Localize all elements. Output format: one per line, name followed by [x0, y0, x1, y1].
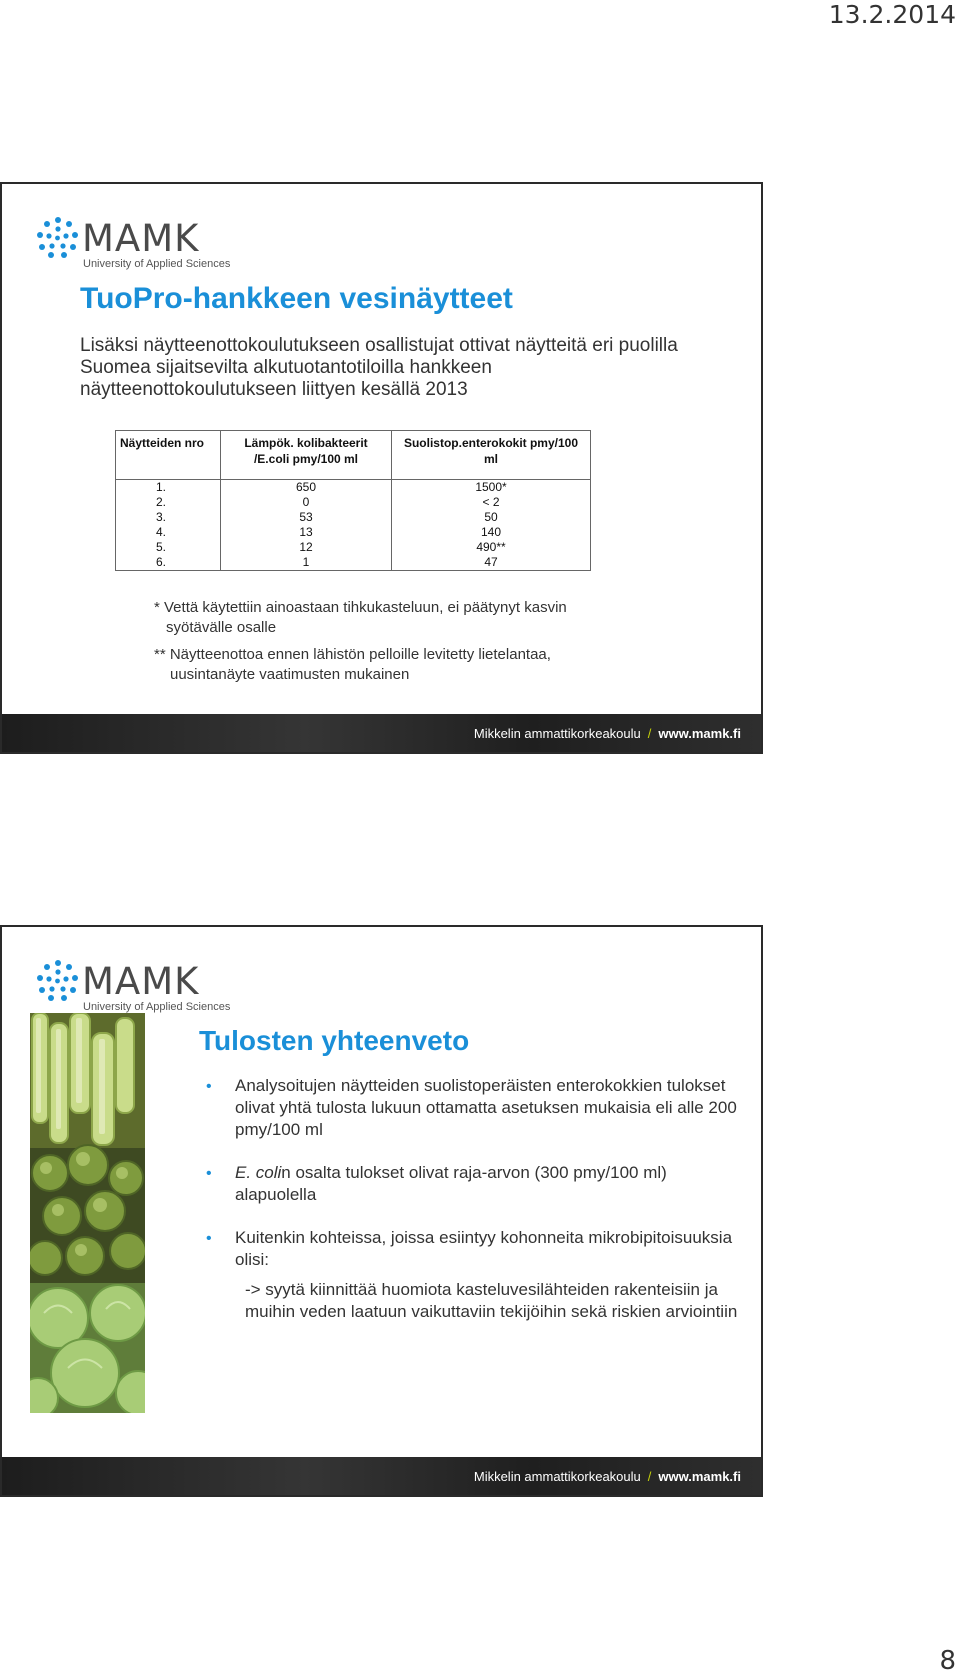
- dots-logo-icon: [36, 959, 80, 1003]
- cell-enterococci: 50: [392, 510, 591, 525]
- logo-subtitle: University of Applied Sciences: [83, 258, 231, 270]
- vegetable-photo-strip: [30, 1013, 145, 1413]
- cell-sample: 3.: [116, 510, 221, 525]
- logo-subtitle: University of Applied Sciences: [83, 1001, 231, 1013]
- cell-enterococci: 490**: [392, 540, 591, 555]
- slide-title: Tulosten yhteenveto: [199, 1025, 470, 1056]
- cell-sample: 6.: [116, 555, 221, 571]
- cell-sample: 5.: [116, 540, 221, 555]
- cell-ecoli: 0: [221, 495, 392, 510]
- footer-url-link[interactable]: www.mamk.fi: [658, 726, 741, 741]
- intro-text: Lisäksi näytteenottokoulutukseen osallistujat ottivat näytteitä eri puolilla Suomea sijaitsevilta alkutuotantotiloilla hankkeen näytteenottokoulutukseen liittyen kesällä 2013: [80, 335, 678, 400]
- footer-separator: /: [647, 1469, 652, 1484]
- slide-title: TuoPro-hankkeen vesinäytteet: [80, 282, 513, 315]
- list-item: [206, 1227, 746, 1323]
- footer-separator: /: [647, 726, 652, 741]
- table-row: [116, 540, 591, 555]
- cell-ecoli: 12: [221, 540, 392, 555]
- bullet-icon: •: [206, 1165, 212, 1182]
- cell-sample: 4.: [116, 525, 221, 540]
- table-row: [116, 555, 591, 571]
- logo-wordmark: MAMK: [82, 960, 200, 1003]
- page-date: 13.2.2014: [828, 0, 956, 29]
- table-row: [116, 480, 591, 496]
- dots-logo-icon: [36, 216, 80, 260]
- cell-enterococci: 47: [392, 555, 591, 571]
- mamk-logo: [36, 216, 236, 272]
- table-header-row: [116, 431, 591, 480]
- vegetables-image: [30, 1013, 145, 1413]
- cell-sample: 1.: [116, 480, 221, 496]
- table-row: [116, 510, 591, 525]
- cell-ecoli: 13: [221, 525, 392, 540]
- footer-url-link[interactable]: www.mamk.fi: [658, 1469, 741, 1484]
- header-sample-number: Näytteiden nro: [116, 431, 221, 480]
- cell-enterococci: 1500*: [392, 480, 591, 496]
- footer-org: Mikkelin ammattikorkeakoulu: [473, 1469, 641, 1484]
- bullet-2-ecoli: E. coli: [235, 1163, 282, 1182]
- slide-footer: [2, 1457, 761, 1495]
- bullet-1-text: Analysoitujen näytteiden suolistoperäisten enterokokkien tulokset olivat yhtä tulosta lukuun ottamatta asetuksen mukaisia eli alle 200 pmy/100 ml: [235, 1076, 737, 1139]
- cell-enterococci: < 2: [392, 495, 591, 510]
- page-number: 8: [939, 1646, 956, 1676]
- bullet-3-subtext: -> syytä kiinnittää huomiota kasteluvesilähteiden rakenteisiin ja muihin veden laatuun vaikuttaviin tekijöihin sekä riskien arviointiin: [245, 1280, 738, 1321]
- logo-wordmark: MAMK: [82, 217, 200, 260]
- cell-enterococci: 140: [392, 525, 591, 540]
- list-item: [206, 1075, 746, 1141]
- bullet-3-text: Kuitenkin kohteissa, joissa esiintyy kohonneita mikrobipitoisuuksia olisi:: [235, 1228, 733, 1269]
- slide-results-summary: [0, 925, 763, 1497]
- table-row: [116, 525, 591, 540]
- cell-sample: 2.: [116, 495, 221, 510]
- footnote-1-line-2: syötävälle osalle: [166, 619, 277, 636]
- bullet-2-text: n osalta tulokset olivat raja-arvon (300 pmy/100 ml) alapuolella: [235, 1163, 667, 1204]
- footnote-1: [154, 598, 734, 638]
- list-item: [206, 1162, 746, 1206]
- footer-org: Mikkelin ammattikorkeakoulu: [473, 726, 641, 741]
- bullet-icon: •: [206, 1230, 212, 1247]
- summary-list: [206, 1075, 746, 1344]
- mamk-logo: [36, 959, 236, 1015]
- footnote-2-line-2: uusintanäyte vaatimusten mukainen: [170, 666, 410, 683]
- footnote-1-line-1: * Vettä käytettiin ainoastaan tihkukasteluun, ei päätynyt kasvin: [154, 599, 567, 616]
- table-row: [116, 495, 591, 510]
- cell-ecoli: 650: [221, 480, 392, 496]
- header-ecoli: Lämpök. kolibakteerit /E.coli pmy/100 ml: [221, 431, 392, 480]
- slide-water-samples: [0, 182, 763, 754]
- footnotes: [154, 598, 734, 692]
- cell-ecoli: 53: [221, 510, 392, 525]
- samples-table: [115, 430, 591, 571]
- header-enterococci: Suolistop.enterokokit pmy/100 ml: [392, 431, 591, 480]
- cell-ecoli: 1: [221, 555, 392, 571]
- footnote-2-line-1: ** Näytteenottoa ennen lähistön pelloille levitetty lietelantaa,: [154, 646, 551, 663]
- bullet-icon: •: [206, 1078, 212, 1095]
- slide-footer: [2, 714, 761, 752]
- footnote-2: [154, 645, 734, 685]
